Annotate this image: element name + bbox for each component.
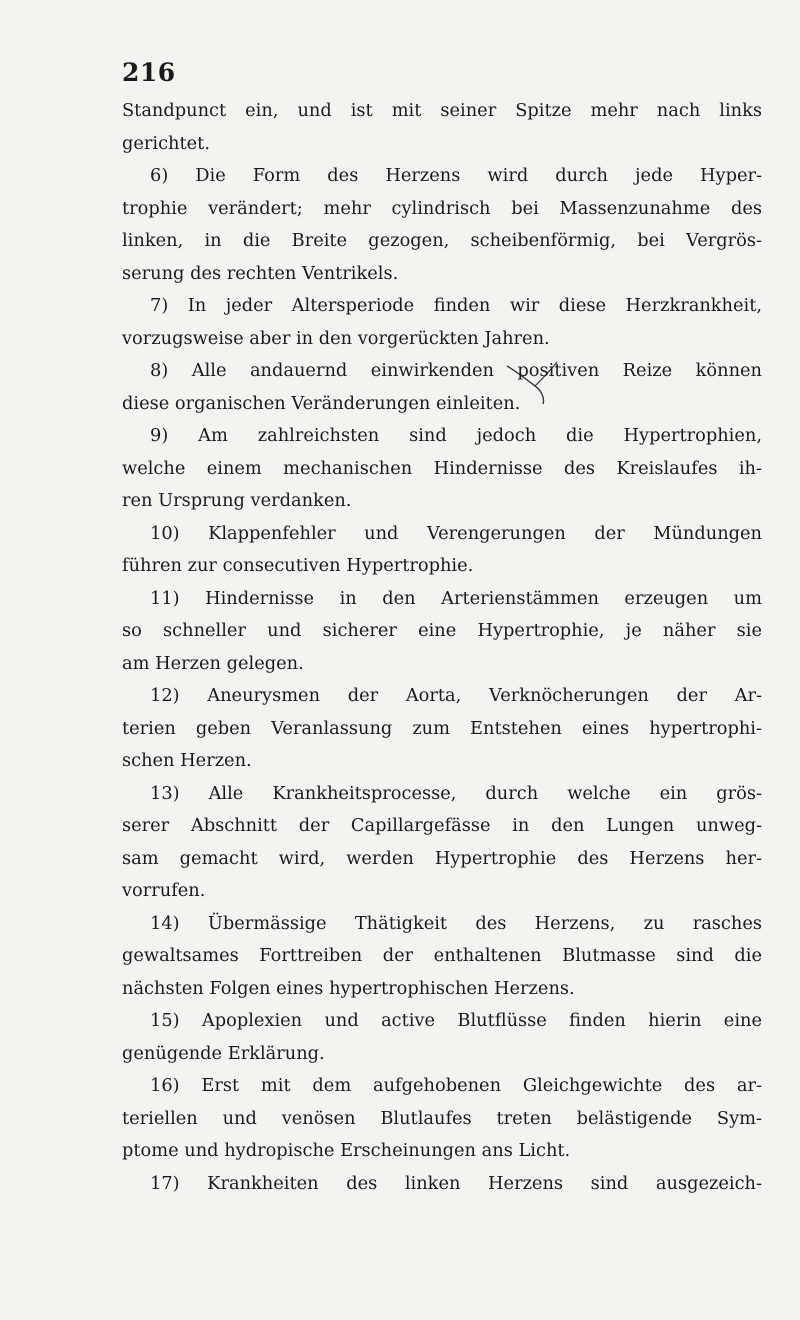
text-line: 7) In jeder Altersperiode finden wir diese Herzkrankheit, [150, 295, 762, 316]
text-line: so schneller und sicherer eine Hypertrophie, je näher sie [122, 620, 762, 641]
text-line: 14) Übermässige Thätigkeit des Herzens, zu rasches [150, 912, 762, 934]
text-line: 15) Apoplexien und active Blutflüsse finden hierin eine [150, 1010, 762, 1031]
text-line: 17) Krankheiten des linken Herzens sind ausgezeich- [150, 1172, 762, 1194]
text-line: 8) Alle andauernd einwirkenden positiven Reize können [150, 360, 762, 381]
text-line: führen zur consecutiven Hypertrophie. [122, 555, 474, 576]
text-line: sam gemacht wird, werden Hypertrophie des Herzens her- [122, 847, 762, 869]
text-line: 16) Erst mit dem aufgehobenen Gleichgewichte des ar- [150, 1075, 762, 1096]
text-line: gewaltsames Forttreiben der enthaltenen Blutmasse sind die [122, 945, 762, 966]
paragraph-14 [122, 908, 762, 1006]
text-line: nächsten Folgen eines hypertrophischen Herzens. [122, 977, 575, 999]
paragraph-7 [122, 290, 762, 355]
text-line: terien geben Veranlassung zum Entstehen eines hypertrophi- [122, 717, 762, 739]
text-line: ren Ursprung verdanken. [122, 490, 352, 511]
paragraph-10 [122, 518, 762, 583]
paragraph-5 [122, 95, 762, 160]
text-line: teriellen und venösen Blutlaufes treten belästigende Sym- [122, 1107, 762, 1129]
paragraph-16 [122, 1070, 762, 1168]
paragraph-11 [122, 583, 762, 681]
text-line: vorzugsweise aber in den vorgerückten Jahren. [122, 327, 550, 349]
text-line: gerichtet. [122, 132, 210, 154]
text-line: 9) Am zahlreichsten sind jedoch die Hypertrophien, [150, 425, 762, 446]
paragraph-8 [122, 355, 762, 420]
text-line: serung des rechten Ventrikels. [122, 262, 399, 284]
text-line: ptome und hydropische Erscheinungen ans Licht. [122, 1140, 571, 1161]
paragraph-9 [122, 420, 762, 518]
paragraph-12 [122, 680, 762, 778]
text-line: diese organischen Veränderungen einleiten. [122, 392, 521, 414]
text-line: linken, in die Breite gezogen, scheibenförmig, bei Vergrös- [122, 230, 762, 251]
text-line: 13) Alle Krankheitsprocesse, durch welche ein grös- [150, 782, 762, 804]
text-line: Standpunct ein, und ist mit seiner Spitze mehr nach links [122, 100, 762, 121]
text-line: 6) Die Form des Herzens wird durch jede Hyper- [150, 165, 762, 186]
text-line: 10) Klappenfehler und Verengerungen der Mündungen [150, 522, 762, 544]
paragraph-15 [122, 1005, 762, 1070]
page-number: 216 [122, 58, 176, 87]
text-line: genügende Erklärung. [122, 1042, 325, 1064]
paragraph-6 [122, 160, 762, 290]
text-line: serer Abschnitt der Capillargefässe in den Lungen unweg- [122, 815, 762, 836]
text-line: vorrufen. [122, 880, 206, 901]
text-line: schen Herzen. [122, 750, 252, 771]
paragraph-17 [122, 1168, 762, 1201]
text-line: 11) Hindernisse in den Arterienstämmen erzeugen um [150, 587, 762, 609]
body-text [122, 95, 762, 1200]
text-line: welche einem mechanischen Hindernisse des Kreislaufes ih- [122, 457, 762, 479]
paragraph-13 [122, 778, 762, 908]
text-line: 12) Aneurysmen der Aorta, Verknöcherungen der Ar- [150, 685, 762, 706]
text-line: am Herzen gelegen. [122, 652, 304, 674]
text-line: trophie verändert; mehr cylindrisch bei Massenzunahme des [122, 197, 762, 219]
